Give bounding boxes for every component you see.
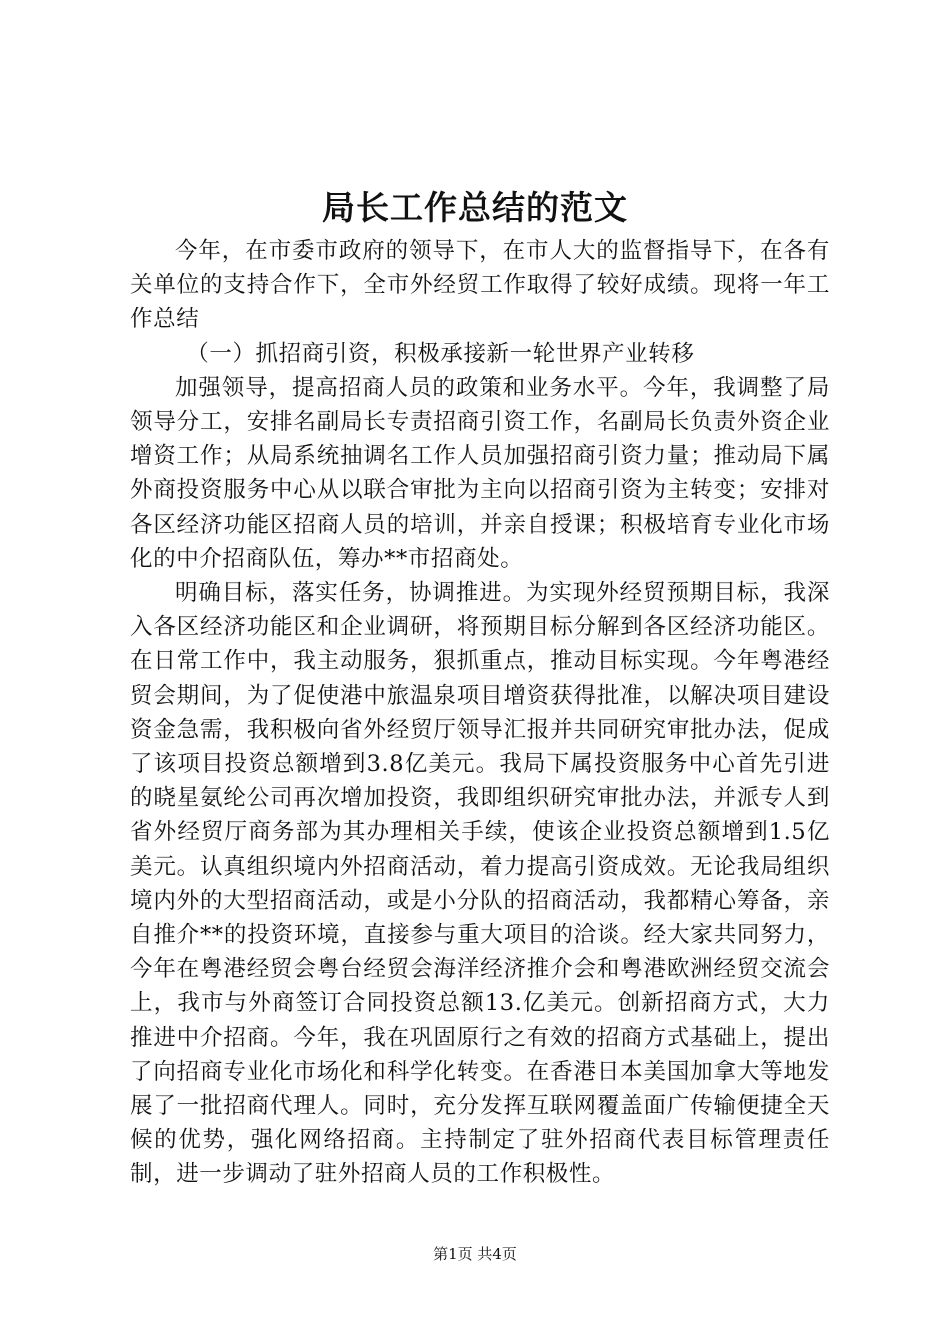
section-heading: （一）抓招商引资，积极承接新一轮世界产业转移 xyxy=(186,340,695,367)
intro-paragraph: 今年，在市委市政府的领导下，在市人大的监督指导下，在各有关单位的支持合作下，全市外经贸工作取得了较好成绩。现将一年工作总结 xyxy=(130,238,830,333)
page-number-footer: 第1页 共4页 xyxy=(433,1245,517,1263)
body-paragraph-leadership: 加强领导，提高招商人员的政策和业务水平。今年，我调整了局领导分工，安排名副局长专责招商引资工作，名副局长负责外资企业增资工作；从局系统抽调名工作人员加强招商引资力量；推动局下属外商投资服务中心从以联合审批为主向以招商引资为主转变；安排对各区经济功能区招商人员的培训，并亲自授课；积极培育专业化市场化的中介招商队伍，筹办**市招商处。 xyxy=(130,374,830,572)
body-paragraph-targets: 明确目标，落实任务，协调推进。为实现外经贸预期目标，我深入各区经济功能区和企业调研，将预期目标分解到各区经济功能区。在日常工作中，我主动服务，狠抓重点，推动目标实现。今年粤港经贸会期间，为了促使港中旅温泉项目增资获得批准，以解决项目建设资金急需，我积极向省外经贸厅领导汇报并共同研究审批办法，促成了该项目投资总额增到3.8亿美元。我局下属投资服务中心首先引进的晓星氨纶公司再次增加投资，我即组织研究审批办法，并派专人到省外经贸厅商务部为其办理相关手续，使该企业投资总额增到1.5亿美元。认真组织境内外招商活动，着力提高引资成效。无论我局组织境内外的大型招商活动，或是小分队的招商活动，我都精心筹备，亲自推介**的投资环境，直接参与重大项目的洽谈。经大家共同努力，今年在粤港经贸会粤台经贸会海洋经济推介会和粤港欧洲经贸交流会上，我市与外商签订合同投资总额13.亿美元。创新招商方式，大力推进中介招商。今年，我在巩固原行之有效的招商方式基础上，提出了向招商专业化市场化和科学化转变。在香港日本美国加拿大等地发展了一批招商代理人。同时，充分发挥互联网覆盖面广传输便捷全天候的优势，强化网络招商。主持制定了驻外招商代表目标管理责任制，进一步调动了驻外招商人员的工作积极性。 xyxy=(130,580,830,1188)
document-title: 局长工作总结的范文 xyxy=(322,188,628,227)
document-body xyxy=(130,234,830,1192)
